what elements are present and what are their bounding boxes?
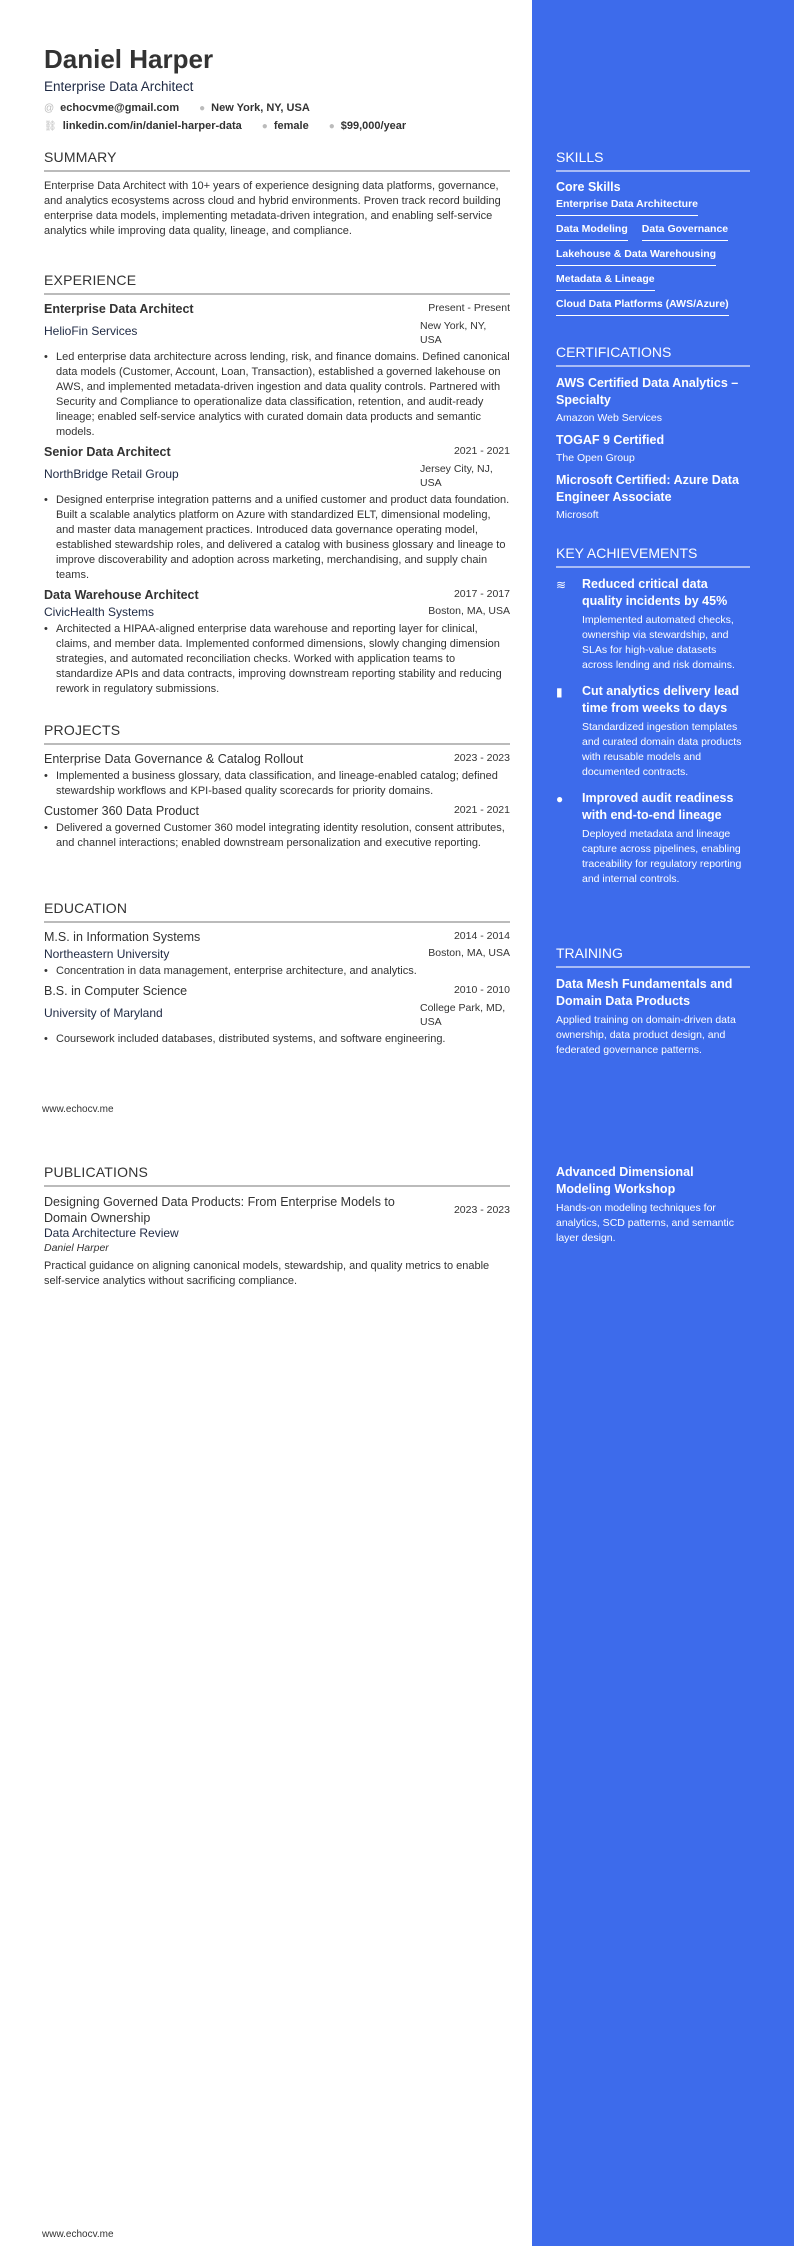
skill-tag: Data Governance: [642, 223, 728, 241]
achievement-description: Deployed metadata and lineage capture across pipelines, enabling traceability for regulatory reporting and internal controls.: [582, 828, 742, 885]
education-item: [44, 930, 510, 979]
footer-link[interactable]: www.echocv.me: [42, 1104, 114, 1115]
project-item: [44, 804, 510, 851]
experience-item: [44, 445, 510, 583]
footer-link[interactable]: www.echocv.me: [42, 2229, 114, 2240]
email[interactable]: echocvme@gmail.com: [60, 102, 180, 114]
experience-item: [44, 302, 510, 440]
education-item: [44, 984, 510, 1047]
skill-group-title: Core Skills: [556, 180, 621, 194]
achievement-item: [556, 576, 750, 673]
achievement-item: [556, 683, 750, 780]
section-heading: TRAINING: [556, 945, 750, 968]
project-title: Enterprise Data Governance & Catalog Rollout: [44, 752, 304, 766]
job-location: Jersey City, NJ, USA: [420, 463, 493, 489]
skills-section: [556, 149, 750, 323]
job-dates: 2017 - 2017: [453, 588, 510, 600]
job-title: Enterprise Data Architect: [44, 302, 194, 316]
salary-icon: ●: [328, 120, 335, 132]
achievement-title: Improved audit readiness with end-to-end lineage: [582, 791, 734, 822]
education-section: [44, 900, 510, 1052]
chat-bubble-icon: ●: [556, 792, 564, 806]
education-dates: 2010 - 2010: [453, 984, 510, 996]
publications-section: [44, 1164, 510, 1289]
summary-text: Enterprise Data Architect with 10+ years of experience designing data platforms, governance, and analytics ecosystems across cloud and hybrid environments. Proven track record building enterprise data models, implementing metadata-driven integration, and enabling self-service analytics while improving data quality, lineage, and compliance.: [44, 180, 501, 237]
skill-tag: Data Modeling: [556, 223, 628, 241]
file-icon: ▮: [556, 685, 563, 699]
salary: $99,000/year: [340, 120, 407, 132]
person-icon: ●: [261, 120, 268, 132]
achievement-title: Cut analytics delivery lead time from weeks to days: [582, 684, 740, 715]
projects-section: [44, 722, 510, 856]
degree: M.S. in Information Systems: [44, 930, 201, 944]
certification-issuer: Amazon Web Services: [556, 412, 663, 424]
location-pin-icon: ●: [199, 102, 206, 114]
education-bullet: • Coursework included databases, distributed systems, and software engineering.: [44, 1032, 510, 1047]
achievement-title: Reduced critical data quality incidents by 45%: [582, 577, 728, 608]
linkedin-link[interactable]: linkedin.com/in/daniel-harper-data: [62, 120, 242, 132]
publication-description: Practical guidance on aligning canonical models, stewardship, and quality metrics to enable self-service analytics without sacrificing compliance.: [44, 1260, 490, 1287]
skill-tag: Cloud Data Platforms (AWS/Azure): [556, 298, 729, 316]
section-heading: SKILLS: [556, 149, 750, 172]
certification-name: TOGAF 9 Certified: [556, 433, 665, 447]
achievements-section: [556, 545, 750, 897]
project-item: [44, 752, 510, 799]
publication-author: Daniel Harper: [44, 1242, 109, 1254]
job-title: Senior Data Architect: [44, 445, 171, 459]
experience-item: [44, 588, 510, 697]
certification-name: AWS Certified Data Analytics – Specialty: [556, 376, 739, 407]
location: New York, NY, USA: [211, 102, 310, 114]
at-icon: @: [44, 102, 55, 114]
publication-title: Designing Governed Data Products: From Enterprise Models to Domain Ownership: [44, 1195, 395, 1225]
candidate-title: Enterprise Data Architect: [44, 79, 194, 94]
publication-dates: 2023 - 2023: [453, 1204, 510, 1216]
gender: female: [273, 120, 309, 132]
school-location: Boston, MA, USA: [428, 947, 510, 959]
achievement-description: Implemented automated checks, ownership via stewardship, and SLAs for high-value datasets across lending and risk domains.: [582, 614, 735, 671]
publisher: Data Architecture Review: [44, 1226, 179, 1240]
company: CivicHealth Systems: [44, 605, 155, 619]
section-heading: PROJECTS: [44, 722, 510, 745]
project-dates: 2023 - 2023: [453, 752, 510, 764]
job-title: Data Warehouse Architect: [44, 588, 199, 602]
job-dates: Present - Present: [428, 302, 510, 314]
job-dates: 2021 - 2021: [453, 445, 510, 457]
certification-name: Microsoft Certified: Azure Data Engineer Associate: [556, 473, 739, 504]
training-title: Advanced Dimensional Modeling Workshop: [556, 1165, 694, 1196]
project-bullet: • Delivered a governed Customer 360 model integrating identity resolution, consent attributes, and channel interactions; enabled downstream personalization and executive reporting.: [44, 821, 510, 851]
job-bullet: • Designed enterprise integration patterns and a unified customer and product data foundation. Built a scalable analytics platform on Azure with standardized ELT, dimensional modeling, and master data management practices. Introduced data governance operating model, established stewardship roles, and delivered a catalog with business glossary and lineage to improve discoverability and adoption across marketing, merchandising, and supply chain teams.: [44, 493, 510, 583]
skill-tag: Enterprise Data Architecture: [556, 198, 698, 216]
achievement-description: Standardized ingestion templates and curated domain data products with reusable models and documented contracts.: [582, 721, 742, 778]
job-location: New York, NY, USA: [420, 320, 487, 346]
link-icon: ⛓: [44, 120, 57, 132]
training-section: [556, 945, 750, 1058]
sidebar: [532, 0, 794, 2246]
certification-issuer: Microsoft: [556, 509, 599, 521]
section-heading: KEY ACHIEVEMENTS: [556, 545, 750, 568]
degree: B.S. in Computer Science: [44, 984, 188, 998]
section-heading: CERTIFICATIONS: [556, 344, 750, 367]
section-heading: EDUCATION: [44, 900, 510, 923]
training-description: Hands-on modeling techniques for analytics, SCD patterns, and semantic layer design.: [556, 1202, 734, 1244]
section-heading: PUBLICATIONS: [44, 1164, 510, 1187]
certification-issuer: The Open Group: [556, 452, 635, 464]
project-title: Customer 360 Data Product: [44, 804, 199, 818]
company: NorthBridge Retail Group: [44, 467, 179, 481]
training-title: Data Mesh Fundamentals and Domain Data Products: [556, 977, 733, 1008]
experience-section: [44, 272, 510, 702]
project-dates: 2021 - 2021: [453, 804, 510, 816]
section-heading: EXPERIENCE: [44, 272, 510, 295]
achievement-item: [556, 790, 750, 887]
database-icon: ≋: [556, 578, 567, 592]
school: Northeastern University: [44, 947, 170, 961]
resume-header: [44, 44, 510, 132]
education-bullet: • Concentration in data management, enterprise architecture, and analytics.: [44, 964, 510, 979]
skill-tag: Metadata & Lineage: [556, 273, 655, 291]
training-item: [556, 1164, 750, 1246]
education-dates: 2014 - 2014: [453, 930, 510, 942]
candidate-name: Daniel Harper: [44, 44, 214, 74]
job-bullet: • Architected a HIPAA-aligned enterprise data warehouse and reporting layer for clinical, claims, and member data. Implemented conformed dimensions, slowly changing dimension strategies, and automated reconciliation checks. Worked with application teams to standardize APIs and data contracts, improving downstream reporting stability and reducing rework in regulatory submissions.: [44, 622, 510, 697]
project-bullet: • Implemented a business glossary, data classification, and lineage-enabled catalog; defined stewardship workflows and KPI-based quality scorecards for priority domains.: [44, 769, 510, 799]
school: University of Maryland: [44, 1006, 163, 1020]
company: HelioFin Services: [44, 324, 138, 338]
training-description: Applied training on domain-driven data ownership, data product design, and federated governance patterns.: [556, 1014, 736, 1056]
school-location: College Park, MD, USA: [420, 1002, 506, 1028]
job-location: Boston, MA, USA: [428, 605, 510, 617]
summary-section: [44, 149, 510, 239]
job-bullet: • Led enterprise data architecture across lending, risk, and finance domains. Defined canonical data models (Customer, Account, Loan, Transaction), established a governed lakehouse on AWS, and implemented metadata-driven ingestion and data quality controls. Partnered with Security and Compliance to operationalize data classification, retention, and audit-ready lineage; enabled self-service analytics with curated domain data products and semantic models.: [44, 350, 510, 440]
section-heading: SUMMARY: [44, 149, 510, 172]
skill-tag: Lakehouse & Data Warehousing: [556, 248, 716, 266]
certifications-section: [556, 344, 750, 529]
